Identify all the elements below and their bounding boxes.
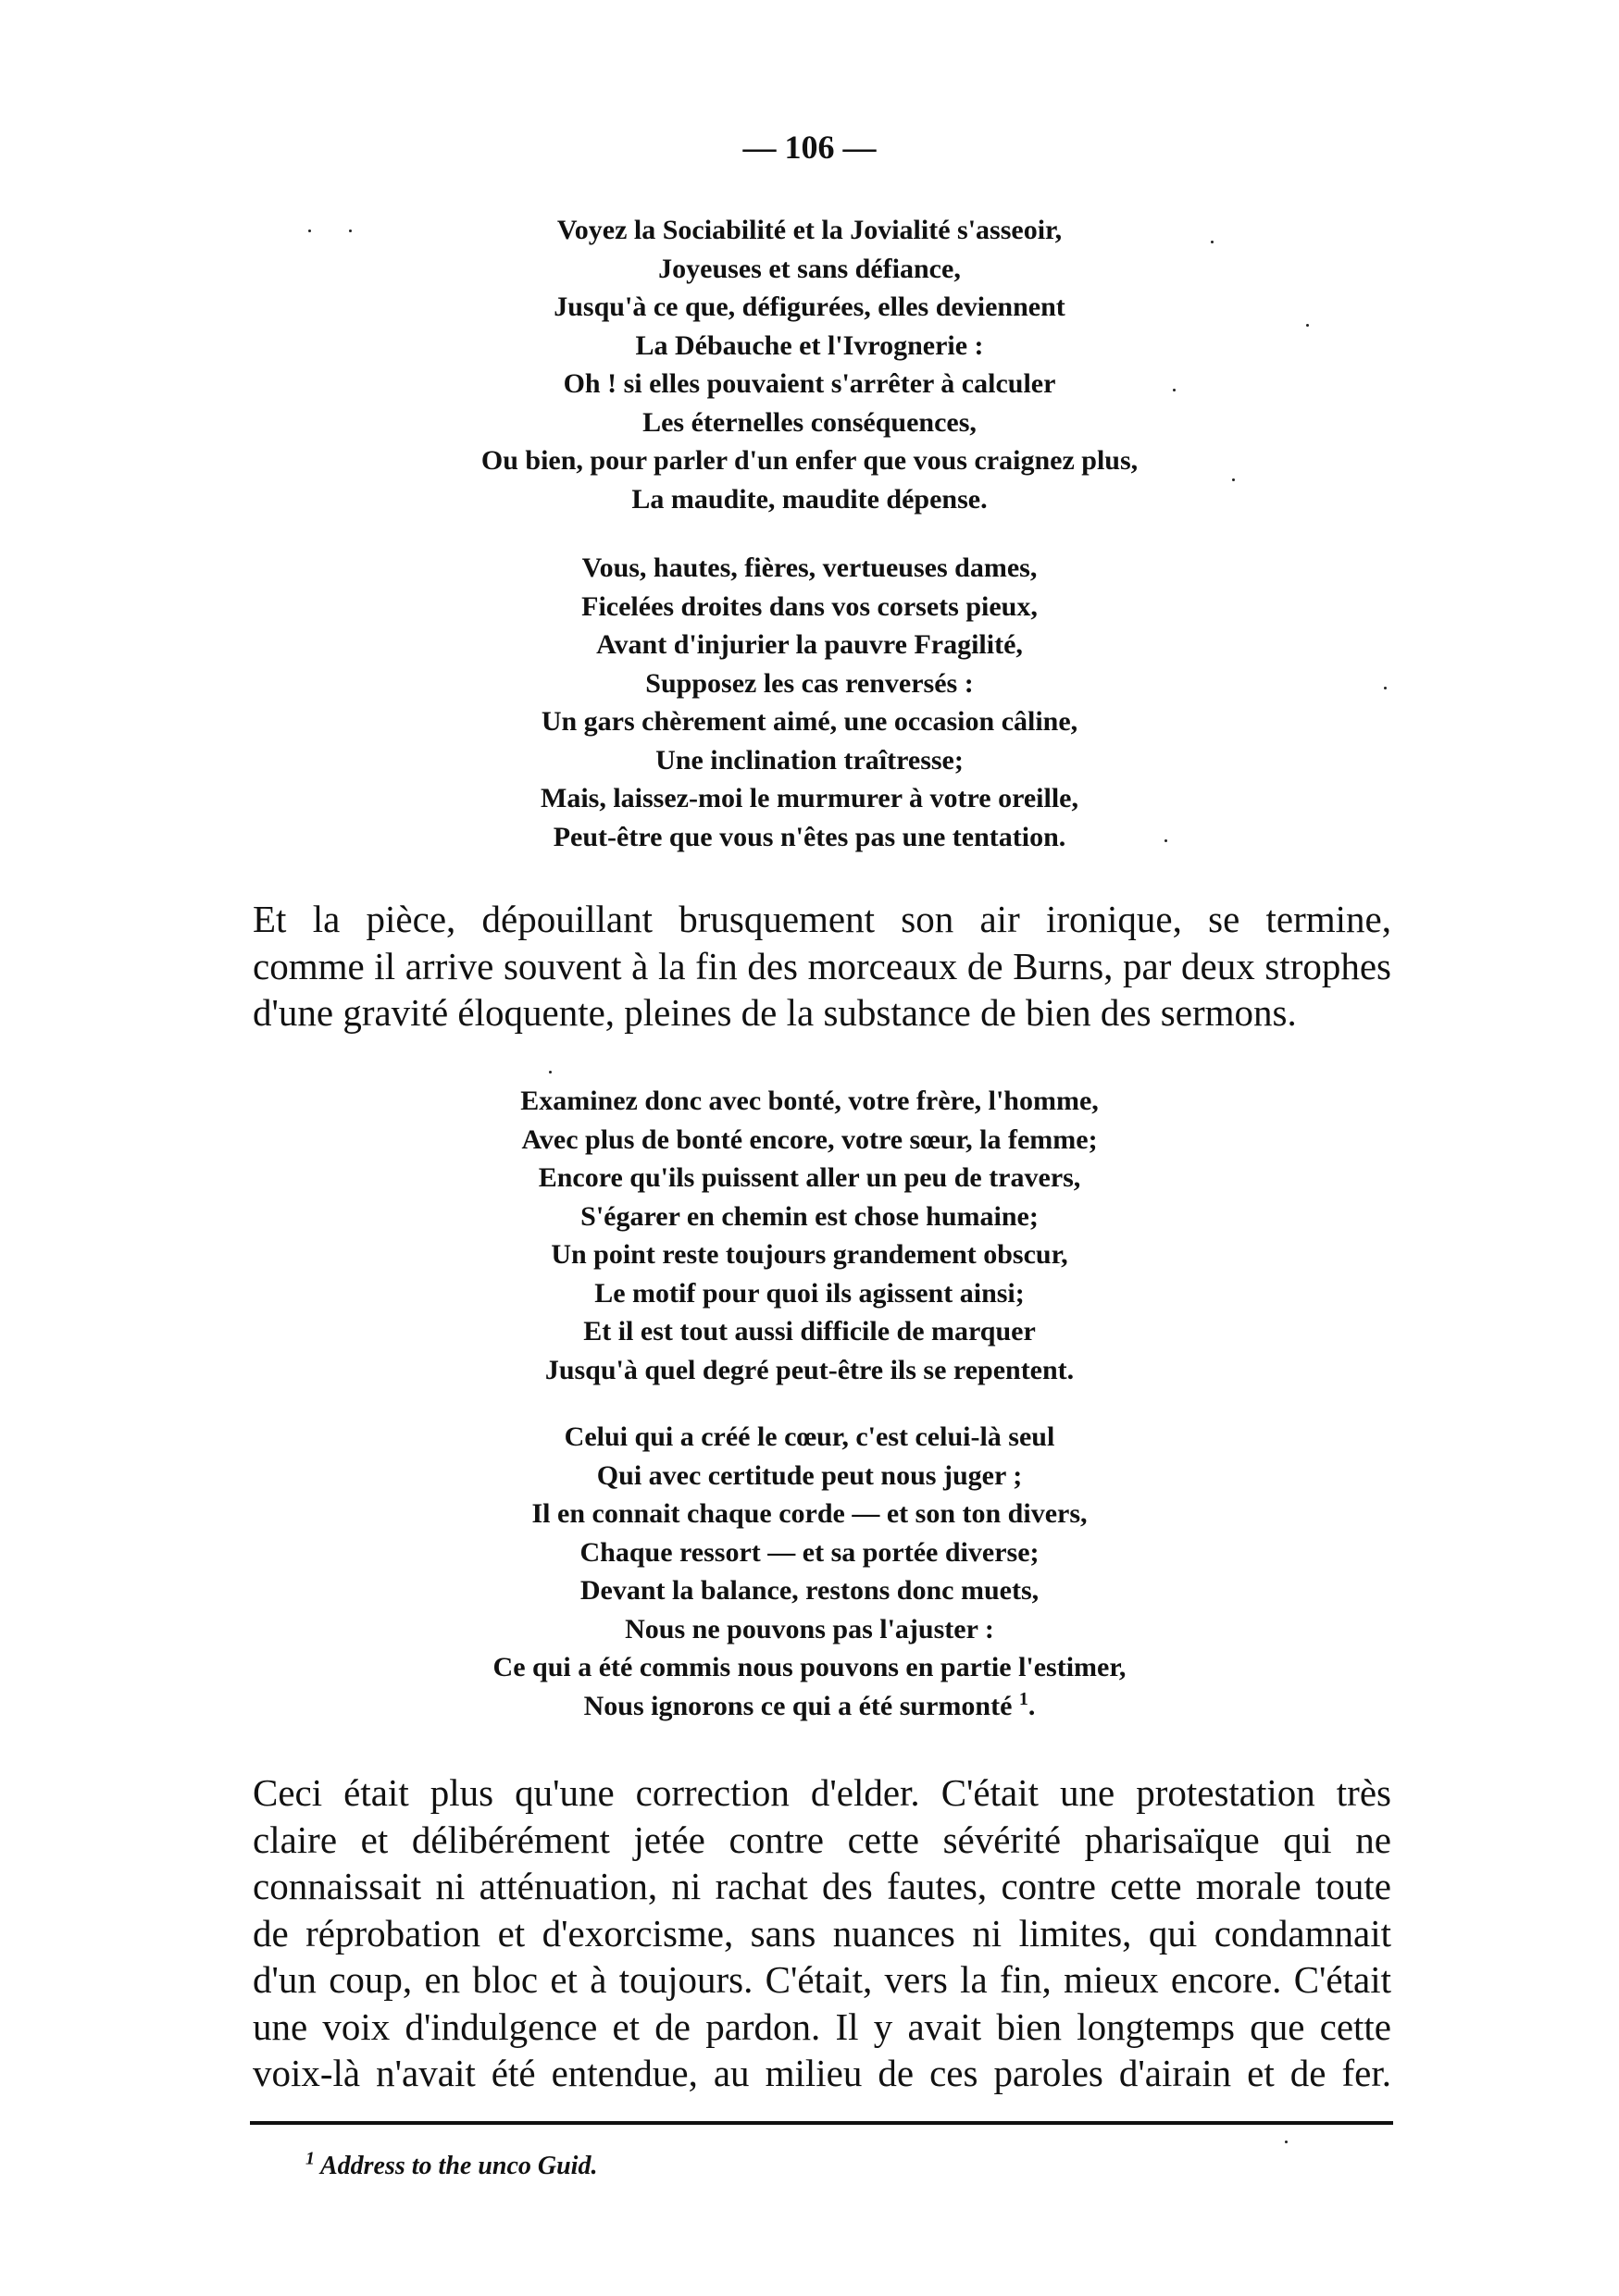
scan-speck <box>308 230 311 232</box>
poem-line: Devant la balance, restons donc muets, <box>579 1575 1040 1606</box>
poem-line-text: Nous ignorons ce qui a été surmonté <box>583 1690 1013 1721</box>
poem-line: Une inclination traîtresse; <box>655 744 964 776</box>
footnote-reference[interactable]: 1 <box>1018 1688 1028 1709</box>
poem-line: Les éternelles conséquences, <box>642 406 977 438</box>
scan-speck <box>1173 389 1176 391</box>
poem-line: Ou bien, pour parler d'un enfer que vous craignez plus, <box>480 445 1139 476</box>
poem-line: Et il est tout aussi difficile de marquer <box>583 1316 1036 1347</box>
scan-speck <box>1384 687 1387 689</box>
poem-line: Examinez donc avec bonté, votre frère, l'homme, <box>520 1086 1099 1116</box>
paragraph-line: Ceci était plus qu'une correction d'elder. C'était une protestation très <box>253 1771 1391 1814</box>
poem-line: Avant d'injurier la pauvre Fragilité, <box>596 629 1023 660</box>
poem-line: Celui qui a créé le cœur, c'est celui-là seul <box>564 1421 1055 1452</box>
poem-line: Nous ne pouvons pas l'ajuster : <box>625 1613 994 1644</box>
footnote <box>305 2148 598 2181</box>
poem-line: Supposez les cas renversés : <box>645 667 974 699</box>
scan-speck <box>1164 839 1167 842</box>
scan-speck <box>1211 241 1214 243</box>
scan-speck <box>549 1071 552 1074</box>
poem-line: Oh ! si elles pouvaient s'arrêter à calculer <box>563 368 1056 399</box>
poem-line: Nous ignorons ce qui a été surmonté $^1$. <box>583 1688 1036 1721</box>
poem-stanza <box>0 1418 1619 1725</box>
poem-line: Un point reste toujours grandement obscur, <box>551 1239 1068 1270</box>
poem-line: Chaque ressort — et sa portée diverse; <box>579 1536 1040 1568</box>
paragraph-line: claire et délibérément jetée contre cette sévérité pharisaïque qui ne <box>253 1818 1391 1861</box>
poem-line: Joyeuses et sans défiance, <box>658 253 961 284</box>
scan-speck <box>1232 478 1235 481</box>
paragraph-line: d'une gravité éloquente, pleines de la substance de bien des sermons. <box>253 991 1297 1034</box>
paragraph-line: Et la pièce, dépouillant brusquement son air ironique, se termine, <box>253 898 1391 940</box>
poem-line: La Débauche et l'Ivrognerie : <box>635 329 984 361</box>
paragraph-line: voix-là n'avait été entendue, au milieu de ces paroles d'airain et de fer. <box>253 2052 1391 2094</box>
footnote-divider <box>250 2121 1393 2125</box>
page-number: — 106 — <box>742 129 877 166</box>
poem-line: Il en connait chaque corde — et son ton divers, <box>531 1498 1088 1529</box>
paragraph-line: d'un coup, en bloc et à toujours. C'était, vers la fin, mieux encore. C'était <box>253 1958 1391 2001</box>
poem-line: S'égarer en chemin est chose humaine; <box>580 1200 1039 1232</box>
poem-line: Vous, hautes, fières, vertueuses dames, <box>581 552 1038 583</box>
poem-line: Qui avec certitude peut nous juger ; <box>596 1459 1023 1491</box>
poem-line: Le motif pour quoi ils agissent ainsi; <box>594 1277 1025 1309</box>
poem-line: Encore qu'ils puissent aller un peu de travers, <box>538 1162 1081 1193</box>
scan-speck <box>1306 324 1309 327</box>
poem-line: Ficelées droites dans vos corsets pieux, <box>581 590 1038 622</box>
poem-stanza <box>0 549 1619 856</box>
paragraph <box>253 1769 1391 2097</box>
poem-stanza <box>0 1082 1619 1389</box>
footnote-text: Address to the unco Guid. <box>319 2152 598 2180</box>
paragraph <box>253 896 1391 1036</box>
scan-speck <box>1285 2141 1288 2143</box>
poem-line: La maudite, maudite dépense. <box>631 483 988 515</box>
poem-line: Voyez la Sociabilité et la Jovialité s'asseoir, <box>556 215 1063 245</box>
poem-stanza <box>0 211 1619 518</box>
poem-line: Un gars chèrement aimé, une occasion câline, <box>541 706 1078 737</box>
scan-speck <box>349 230 352 232</box>
paragraph-line: une voix d'indulgence et de pardon. Il y avait bien longtemps que cette <box>253 2004 1391 2048</box>
paragraph-line: de réprobation et d'exorcisme, sans nuances ni limites, qui condamnait <box>253 1911 1391 1955</box>
poem-line: Ce qui a été commis nous pouvons en partie l'estimer, <box>492 1652 1127 1682</box>
footnote-marker: 1 <box>305 2148 315 2169</box>
paragraph-line: comme il arrive souvent à la fin des morceaux de Burns, par deux strophes <box>253 944 1391 987</box>
poem-line: Jusqu'à ce que, défigurées, elles deviennent <box>554 292 1065 322</box>
paragraph-line: connaissait ni atténuation, ni rachat des fautes, contre cette morale toute <box>253 1865 1391 1907</box>
poem-line: Jusqu'à quel degré peut-être ils se repentent. <box>544 1354 1075 1385</box>
poem-line: Mais, laissez-moi le murmurer à votre oreille, <box>541 783 1078 813</box>
poem-line: Peut-être que vous n'êtes pas une tentation. <box>553 821 1066 852</box>
poem-line: Avec plus de bonté encore, votre sœur, la femme; <box>521 1123 1098 1155</box>
